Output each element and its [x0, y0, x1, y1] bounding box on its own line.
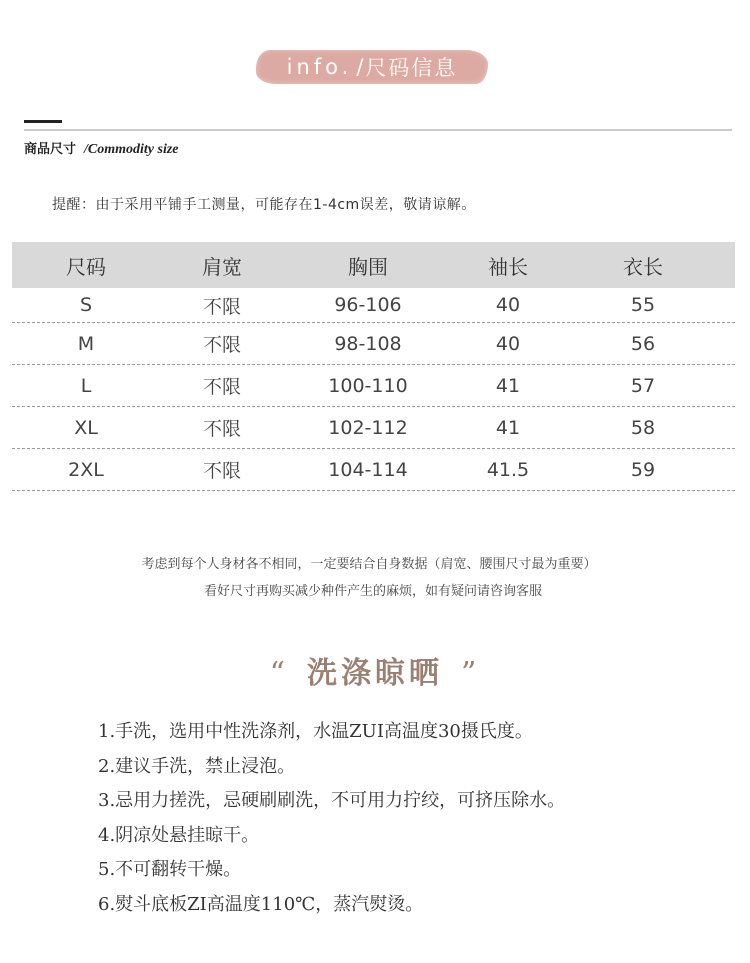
- cell-size: XL: [74, 416, 98, 439]
- cell-shoulder: 不限: [202, 334, 241, 356]
- cell-sleeve: 40: [495, 294, 521, 316]
- cell-sleeve: 40: [495, 332, 521, 355]
- list-item: 2.建议手洗，禁止浸泡。: [98, 755, 296, 777]
- banner-en: info.: [286, 55, 353, 79]
- list-item: 3.忌用力搓洗，忌硬刷刷洗，不可用力拧绞，可挤压除水。: [98, 790, 566, 811]
- care-title-text: 洗涤晾晒: [307, 656, 443, 691]
- cell-chest: 96-106: [334, 294, 402, 316]
- cell-chest: 104-114: [328, 458, 408, 481]
- list-item: 1.手洗，选用中性洗涤剂，水温ZUI高温度30摄氏度。: [98, 721, 533, 742]
- cell-size: 2XL: [68, 458, 104, 481]
- cell-length: 57: [630, 374, 656, 397]
- cell-size: S: [79, 294, 93, 316]
- commodity-size-heading: [24, 138, 179, 158]
- banner-cn: 尺码信息: [365, 56, 458, 80]
- size-table: [12, 242, 735, 491]
- table-row: [12, 323, 735, 365]
- measurement-tip: 提醒：由于采用平铺手工测量，可能存在1-4cm误差，敬请谅解。: [52, 197, 476, 213]
- care-section-title: [0, 648, 750, 692]
- cell-chest: 98-108: [334, 332, 402, 355]
- table-row: [12, 365, 735, 407]
- accent-divider: [24, 120, 62, 123]
- cell-sleeve: 41: [495, 374, 521, 397]
- header-length: 衣长: [623, 254, 663, 279]
- commodity-cn: 商品尺寸: [24, 142, 77, 157]
- header-chest: 胸围: [348, 254, 388, 279]
- list-item: 6.熨斗底板ZI高温度110℃，蒸汽熨烫。: [98, 893, 424, 915]
- cell-length: 59: [630, 458, 656, 481]
- sizing-note: 考虑到每个人身材各不相同，一定要结合自身数据（肩宽、腰围尺寸最为重要）: [141, 557, 597, 572]
- cell-shoulder: 不限: [202, 376, 241, 398]
- cell-sleeve: 41.5: [486, 458, 530, 481]
- cell-shoulder: 不限: [202, 418, 241, 440]
- list-item: 4.阴凉处悬挂晾干。: [98, 824, 260, 846]
- header-sleeve: 袖长: [488, 254, 528, 279]
- commodity-en: /Commodity size: [84, 142, 179, 157]
- cell-chest: 100-110: [328, 374, 408, 397]
- cell-shoulder: 不限: [202, 460, 241, 482]
- header-shoulder: 肩宽: [202, 254, 242, 279]
- banner-slash: /: [356, 55, 366, 79]
- cell-shoulder: 不限: [202, 295, 241, 318]
- close-quote: ”: [461, 656, 481, 691]
- open-quote: “: [269, 656, 289, 691]
- table-row: [12, 449, 735, 491]
- cell-length: 55: [630, 294, 656, 316]
- cell-length: 56: [630, 332, 656, 355]
- table-row: [12, 288, 735, 323]
- sizing-note: 看好尺寸再购买减少种件产生的麻烦，如有疑问请咨询客服: [203, 584, 542, 599]
- section-banner: [256, 50, 488, 84]
- list-item: 5.不可翻转干燥。: [98, 859, 242, 880]
- cell-sleeve: 41: [495, 416, 521, 439]
- cell-size: L: [80, 374, 92, 397]
- divider: [24, 129, 732, 131]
- table-header: [12, 242, 735, 288]
- cell-chest: 102-112: [328, 416, 408, 439]
- table-row: [12, 407, 735, 449]
- cell-length: 58: [630, 416, 656, 439]
- cell-size: M: [77, 332, 95, 355]
- header-size: 尺码: [66, 254, 106, 279]
- care-instructions: [98, 715, 565, 922]
